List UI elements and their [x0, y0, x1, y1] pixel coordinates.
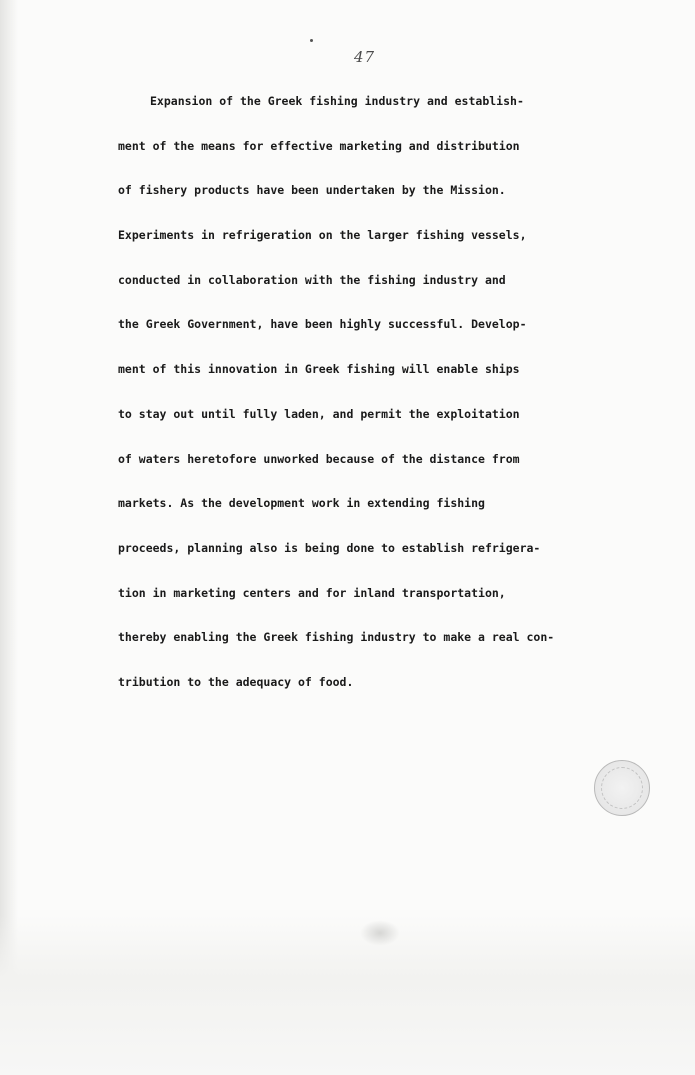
paragraph-line: markets. As the development work in extending fishing — [118, 496, 485, 511]
paper-crease — [360, 920, 400, 946]
archive-seal-stamp-icon — [594, 760, 650, 816]
paragraph-line: Experiments in refrigeration on the larger fishing vessels, — [118, 228, 527, 243]
paragraph-line: ment of this innovation in Greek fishing will enable ships — [118, 362, 520, 377]
paragraph-line: to stay out until fully laden, and permit the exploitation — [118, 406, 520, 421]
page-number: 47 — [354, 48, 376, 66]
paragraph-line: the Greek Government, have been highly successful. Develop- — [118, 317, 527, 332]
paragraph-line: conducted in collaboration with the fishing industry and — [118, 272, 506, 287]
paragraph-line: of waters heretofore unworked because of the distance from — [118, 451, 520, 466]
paragraph-line: tribution to the adequacy of food. — [118, 674, 354, 689]
paragraph-line: of fishery products have been undertaken by the Mission. — [118, 183, 506, 198]
stamp-inner-ring — [601, 767, 643, 809]
ink-dot — [310, 39, 313, 42]
paragraph-line: Expansion of the Greek fishing industry and establish- — [150, 94, 524, 108]
paragraph-line: ment of the means for effective marketing and distribution — [118, 138, 520, 153]
page-bottom-fold — [0, 915, 695, 1075]
body-paragraph — [118, 86, 588, 712]
paragraph-line: proceeds, planning also is being done to establish refrigera- — [118, 540, 541, 555]
page-edge-shadow — [0, 0, 18, 1075]
paragraph-line: tion in marketing centers and for inland transportation, — [118, 585, 506, 600]
paragraph-line: thereby enabling the Greek fishing industry to make a real con- — [118, 630, 555, 645]
